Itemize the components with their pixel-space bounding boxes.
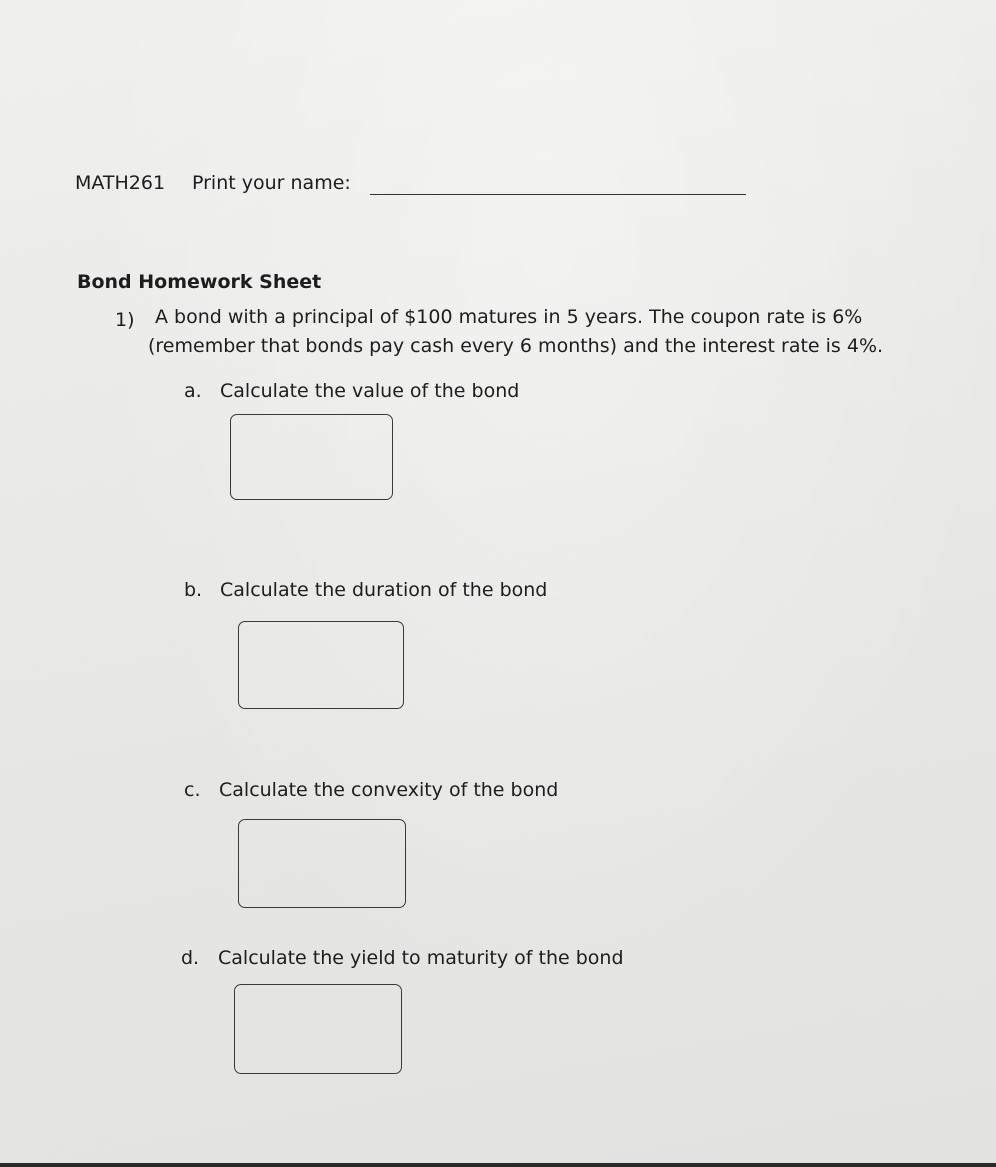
part-c-letter: c. bbox=[184, 779, 201, 801]
part-a-text: Calculate the value of the bond bbox=[220, 380, 520, 402]
question-number: 1) bbox=[115, 309, 135, 331]
answer-box-c[interactable] bbox=[238, 819, 406, 908]
answer-box-b[interactable] bbox=[238, 621, 404, 709]
question-text-line-2: (remember that bonds pay cash every 6 months) and the interest rate is 4%. bbox=[148, 335, 884, 357]
part-b-text: Calculate the duration of the bond bbox=[220, 579, 548, 601]
part-c-text: Calculate the convexity of the bond bbox=[219, 779, 559, 801]
name-blank-line[interactable] bbox=[370, 194, 746, 195]
answer-box-a[interactable] bbox=[230, 414, 393, 500]
name-label: Print your name: bbox=[192, 172, 351, 194]
course-code: MATH261 bbox=[75, 172, 166, 194]
part-d-text: Calculate the yield to maturity of the bond bbox=[218, 947, 624, 969]
part-a-letter: a. bbox=[184, 380, 202, 402]
part-d-letter: d. bbox=[181, 947, 200, 969]
sheet-title: Bond Homework Sheet bbox=[77, 271, 322, 293]
answer-box-d[interactable] bbox=[234, 984, 402, 1074]
part-b-letter: b. bbox=[184, 579, 203, 601]
question-text-line-1: A bond with a principal of $100 matures in 5 years. The coupon rate is 6% bbox=[155, 306, 863, 328]
table-edge bbox=[0, 1163, 996, 1167]
